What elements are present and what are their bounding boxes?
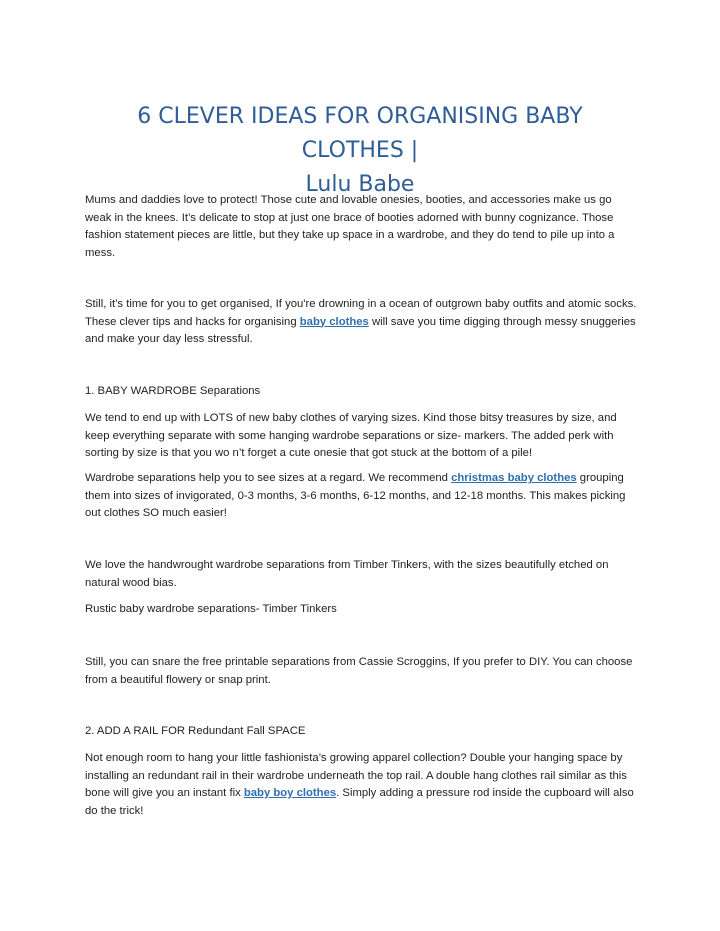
organising-paragraph xyxy=(85,296,637,349)
section-heading-wardrobe-separations: 1. BABY WARDROBE Separations xyxy=(85,385,261,397)
timber-tinkers-paragraph: We love the handwrought wardrobe separations from Timber Tinkers, with the sizes beautifully etched on natural wood bias. xyxy=(85,559,609,589)
title-line-1: 6 CLEVER IDEAS FOR ORGANISING BABY CLOTHES | xyxy=(137,104,583,163)
intro-paragraph: Mums and daddies love to protect! Those cute and lovable onesies, booties, and accessories make us go weak in the knees. It’s delicate to stop at just one brace of booties adorned with bunny cognizance. Those fashion statement pieces are little, but they take up space in a wardrobe, and they do tend to pile up into a mess. xyxy=(85,194,615,259)
paragraph-text: Still, it’s time for you to get organised, If you're drowning in a ocean of outgrown baby outfits and atomic socks. These clever tips and hacks for organising xyxy=(85,298,637,328)
paragraph-text: Wardrobe separations help you to see sizes at a regard. We recommend xyxy=(85,472,452,484)
page-title xyxy=(84,100,636,202)
paragraph-text: . Simply adding a pressure rod inside the cupboard will also do the trick! xyxy=(85,787,634,817)
separations-paragraph xyxy=(85,470,637,523)
timber-tinkers-caption: Rustic baby wardrobe separations- Timber Tinkers xyxy=(85,603,337,615)
rail-paragraph xyxy=(85,750,637,820)
baby-boy-clothes-link[interactable]: baby boy clothes xyxy=(243,787,337,799)
baby-clothes-link[interactable]: baby clothes xyxy=(299,315,369,328)
paragraph-text: grouping them into sizes of invigorated, 0-3 months, 3-6 months, 6-12 months, and 12-18 months. This makes picking out clothes SO much easier! xyxy=(85,472,626,519)
section-heading-add-rail: 2. ADD A RAIL FOR Redundant Fall SPACE xyxy=(85,725,306,737)
sizes-paragraph: We tend to end up with LOTS of new baby clothes of varying sizes. Kind those bitsy treasures by size, and keep everything separate with some hanging wardrobe separations or size- markers. The added perk with sorting by size is that you wo n’t forget a cute onesie that got stuck at the bottom of a pile! xyxy=(85,412,617,459)
paragraph-text: will save you time digging through messy snuggeries and make your day less stressful. xyxy=(85,315,636,345)
christmas-baby-clothes-link[interactable]: christmas baby clothes xyxy=(451,472,577,484)
paragraph-text: Not enough room to hang your little fashionista’s growing apparel collection? Double your hanging space by installing an redundant rail in their wardrobe underneath the top rail. A double hang clothes rail similar as this bone will give you an instant fix xyxy=(85,752,627,799)
title-line-2: Lulu Babe xyxy=(305,172,415,197)
printable-separations-paragraph: Still, you can snare the free printable separations from Cassie Scroggins, If you prefer to DIY. You can choose from a beautiful flowery or snap print. xyxy=(85,656,633,686)
